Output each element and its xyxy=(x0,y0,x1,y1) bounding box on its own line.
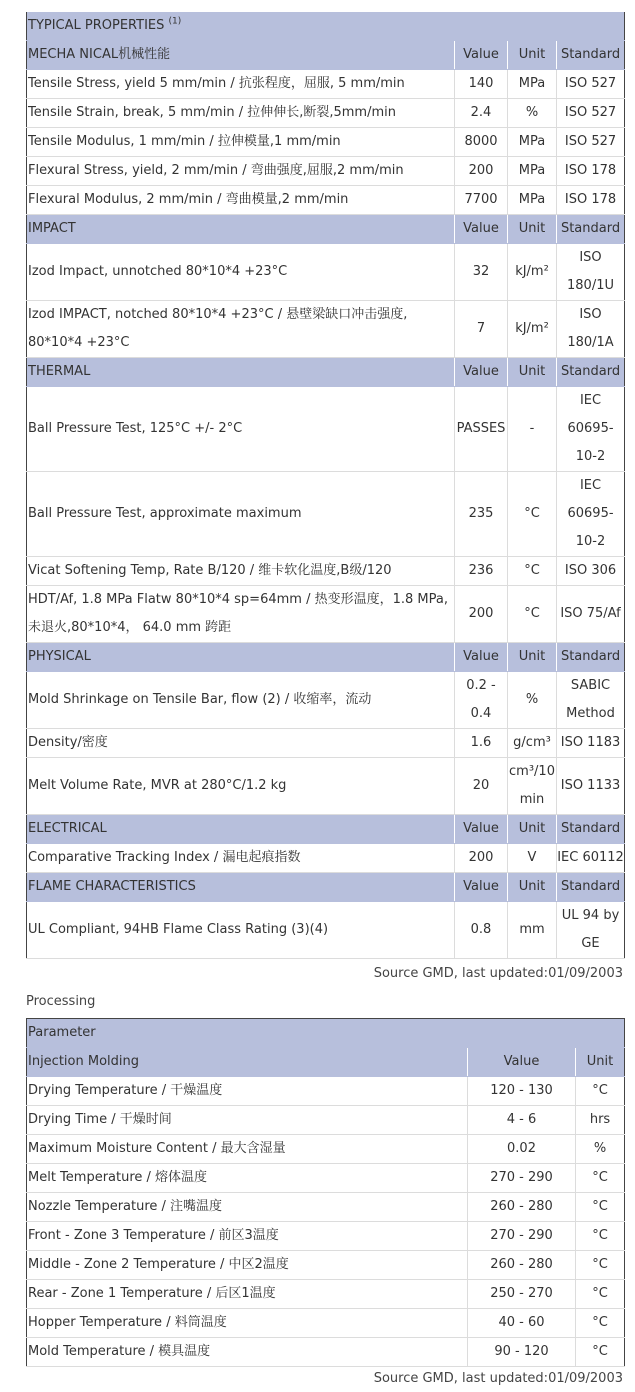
value-header: Value xyxy=(455,815,508,844)
property-row xyxy=(27,672,625,729)
parameter-value: 250 - 270 xyxy=(468,1280,576,1309)
property-row xyxy=(27,244,625,301)
processing-row xyxy=(27,1309,625,1338)
standard-header: Standard xyxy=(557,41,625,70)
property-unit: cm³/10 min xyxy=(508,758,557,815)
parameter-name: Melt Temperature / 熔体温度 xyxy=(27,1164,468,1193)
property-standard: ISO 180/1U xyxy=(557,244,625,301)
section-header-row xyxy=(27,41,625,70)
parameter-name: Middle - Zone 2 Temperature / 中区2温度 xyxy=(27,1251,468,1280)
section-header-row xyxy=(27,215,625,244)
injection-molding-header: Injection Molding xyxy=(27,1048,468,1077)
unit-header: Unit xyxy=(508,815,557,844)
processing-table xyxy=(26,1018,625,1367)
processing-label: Processing xyxy=(26,994,96,1009)
section-name: MECHA NICAL机械性能 xyxy=(27,41,455,70)
unit-header: Unit xyxy=(508,215,557,244)
property-value: 20 xyxy=(455,758,508,815)
value-header: Value xyxy=(455,41,508,70)
property-value: 7 xyxy=(455,301,508,358)
property-unit: °C xyxy=(508,586,557,643)
section-header-row xyxy=(27,815,625,844)
property-name: Mold Shrinkage on Tensile Bar, flow (2) / 收缩率，流动 xyxy=(27,672,455,729)
processing-row xyxy=(27,1193,625,1222)
property-unit: °C xyxy=(508,472,557,557)
unit-header: Unit xyxy=(508,41,557,70)
parameter-unit: °C xyxy=(576,1077,625,1106)
parameter-unit: °C xyxy=(576,1164,625,1193)
section-name: ELECTRICAL xyxy=(27,815,455,844)
property-value: 0.8 xyxy=(455,902,508,959)
property-name: Ball Pressure Test, approximate maximum xyxy=(27,472,455,557)
parameter-unit: °C xyxy=(576,1251,625,1280)
property-value: 235 xyxy=(455,472,508,557)
property-unit: MPa xyxy=(508,186,557,215)
parameter-value: 90 - 120 xyxy=(468,1338,576,1367)
unit-header: Unit xyxy=(508,358,557,387)
typical-properties-title: TYPICAL PROPERTIES $^{(1)}$ xyxy=(27,12,625,41)
property-unit: kJ/m² xyxy=(508,301,557,358)
parameter-name: Mold Temperature / 模具温度 xyxy=(27,1338,468,1367)
property-row xyxy=(27,729,625,758)
property-value: 200 xyxy=(455,586,508,643)
property-standard: ISO 527 xyxy=(557,70,625,99)
property-row xyxy=(27,902,625,959)
property-row xyxy=(27,472,625,557)
parameter-value: 260 - 280 xyxy=(468,1193,576,1222)
parameter-name: Drying Temperature / 干燥温度 xyxy=(27,1077,468,1106)
section-header-row xyxy=(27,358,625,387)
parameter-name: Front - Zone 3 Temperature / 前区3温度 xyxy=(27,1222,468,1251)
property-name: Comparative Tracking Index / 漏电起痕指数 xyxy=(27,844,455,873)
property-row xyxy=(27,387,625,472)
standard-header: Standard xyxy=(557,873,625,902)
unit-header: Unit xyxy=(576,1048,625,1077)
parameter-unit: hrs xyxy=(576,1106,625,1135)
property-name: Density/密度 xyxy=(27,729,455,758)
parameter-value: 120 - 130 xyxy=(468,1077,576,1106)
property-name: HDT/Af, 1.8 MPa Flatw 80*10*4 sp=64mm / 热变形温度，1.8 MPa, 未退火,80*10*4， 64.0 mm 跨距 xyxy=(27,586,455,643)
parameter-unit: °C xyxy=(576,1309,625,1338)
standard-header: Standard xyxy=(557,643,625,672)
processing-row xyxy=(27,1280,625,1309)
unit-header: Unit xyxy=(508,873,557,902)
parameter-name: Hopper Temperature / 料筒温度 xyxy=(27,1309,468,1338)
property-row xyxy=(27,844,625,873)
property-unit: °C xyxy=(508,557,557,586)
property-standard: ISO 1183 xyxy=(557,729,625,758)
property-row xyxy=(27,758,625,815)
property-unit: MPa xyxy=(508,157,557,186)
property-standard: IEC 60695-10-2 xyxy=(557,472,625,557)
processing-row xyxy=(27,1164,625,1193)
property-name: Tensile Stress, yield 5 mm/min / 抗张程度，屈服, 5 mm/min xyxy=(27,70,455,99)
property-standard: ISO 75/Af xyxy=(557,586,625,643)
property-name: Ball Pressure Test, 125°C +/- 2°C xyxy=(27,387,455,472)
standard-header: Standard xyxy=(557,215,625,244)
property-value: 200 xyxy=(455,844,508,873)
parameter-name: Maximum Moisture Content / 最大含湿量 xyxy=(27,1135,468,1164)
parameter-unit: °C xyxy=(576,1222,625,1251)
property-name: Vicat Softening Temp, Rate B/120 / 维卡软化温度,B级/120 xyxy=(27,557,455,586)
value-header: Value xyxy=(455,873,508,902)
section-name: FLAME CHARACTERISTICS xyxy=(27,873,455,902)
processing-row xyxy=(27,1338,625,1367)
parameter-value: 270 - 290 xyxy=(468,1222,576,1251)
property-value: 8000 xyxy=(455,128,508,157)
property-unit: mm xyxy=(508,902,557,959)
property-standard: ISO 527 xyxy=(557,128,625,157)
property-name: UL Compliant, 94HB Flame Class Rating (3)(4) xyxy=(27,902,455,959)
parameter-name: Drying Time / 干燥时间 xyxy=(27,1106,468,1135)
property-value: 7700 xyxy=(455,186,508,215)
property-standard: ISO 527 xyxy=(557,99,625,128)
property-standard: IEC 60695-10-2 xyxy=(557,387,625,472)
property-unit: MPa xyxy=(508,128,557,157)
property-unit: g/cm³ xyxy=(508,729,557,758)
property-value: 140 xyxy=(455,70,508,99)
parameter-unit: °C xyxy=(576,1338,625,1367)
property-standard: ISO 306 xyxy=(557,557,625,586)
property-value: 0.2 - 0.4 xyxy=(455,672,508,729)
parameter-unit: % xyxy=(576,1135,625,1164)
property-standard: SABIC Method xyxy=(557,672,625,729)
parameter-value: 260 - 280 xyxy=(468,1251,576,1280)
standard-header: Standard xyxy=(557,815,625,844)
property-row xyxy=(27,186,625,215)
section-header-row xyxy=(27,643,625,672)
value-header: Value xyxy=(455,358,508,387)
property-name: Flexural Modulus, 2 mm/min / 弯曲模量,2 mm/min xyxy=(27,186,455,215)
property-standard: ISO 1133 xyxy=(557,758,625,815)
value-header: Value xyxy=(468,1048,576,1077)
processing-row xyxy=(27,1106,625,1135)
unit-header: Unit xyxy=(508,643,557,672)
parameter-value: 270 - 290 xyxy=(468,1164,576,1193)
property-name: Izod Impact, unnotched 80*10*4 +23°C xyxy=(27,244,455,301)
property-unit: % xyxy=(508,672,557,729)
property-standard: ISO 178 xyxy=(557,157,625,186)
parameter-name: Nozzle Temperature / 注嘴温度 xyxy=(27,1193,468,1222)
property-row xyxy=(27,99,625,128)
property-standard: IEC 60112 xyxy=(557,844,625,873)
value-header: Value xyxy=(455,215,508,244)
section-name: THERMAL xyxy=(27,358,455,387)
footnote-marker: (1) xyxy=(168,16,182,27)
property-name: Izod IMPACT, notched 80*10*4 +23°C / 悬壁梁缺口冲击强度, 80*10*4 +23°C xyxy=(27,301,455,358)
property-value: 200 xyxy=(455,157,508,186)
processing-source-note: Source GMD, last updated:01/09/2003 xyxy=(373,1371,623,1386)
property-value: 236 xyxy=(455,557,508,586)
property-value: PASSES xyxy=(455,387,508,472)
property-name: Flexural Stress, yield, 2 mm/min / 弯曲强度,屈服,2 mm/min xyxy=(27,157,455,186)
processing-row xyxy=(27,1077,625,1106)
processing-row xyxy=(27,1135,625,1164)
property-row xyxy=(27,70,625,99)
typical-properties-table xyxy=(26,12,625,959)
property-value: 2.4 xyxy=(455,99,508,128)
processing-row xyxy=(27,1222,625,1251)
property-value: 1.6 xyxy=(455,729,508,758)
property-row xyxy=(27,557,625,586)
parameter-unit: °C xyxy=(576,1193,625,1222)
parameter-value: 0.02 xyxy=(468,1135,576,1164)
property-standard: ISO 178 xyxy=(557,186,625,215)
property-name: Tensile Modulus, 1 mm/min / 拉伸模量,1 mm/min xyxy=(27,128,455,157)
property-standard: UL 94 by GE xyxy=(557,902,625,959)
section-header-row xyxy=(27,873,625,902)
property-row xyxy=(27,586,625,643)
parameter-unit: °C xyxy=(576,1280,625,1309)
standard-header: Standard xyxy=(557,358,625,387)
property-row xyxy=(27,301,625,358)
property-value: 32 xyxy=(455,244,508,301)
property-unit: - xyxy=(508,387,557,472)
parameter-value: 4 - 6 xyxy=(468,1106,576,1135)
section-name: PHYSICAL xyxy=(27,643,455,672)
property-name: Melt Volume Rate, MVR at 280°C/1.2 kg xyxy=(27,758,455,815)
parameter-value: 40 - 60 xyxy=(468,1309,576,1338)
processing-row xyxy=(27,1251,625,1280)
property-unit: V xyxy=(508,844,557,873)
property-unit: % xyxy=(508,99,557,128)
property-standard: ISO 180/1A xyxy=(557,301,625,358)
property-row xyxy=(27,128,625,157)
property-name: Tensile Strain, break, 5 mm/min / 拉伸伸长,断裂,5mm/min xyxy=(27,99,455,128)
parameter-name: Rear - Zone 1 Temperature / 后区1温度 xyxy=(27,1280,468,1309)
value-header: Value xyxy=(455,643,508,672)
parameter-header: Parameter xyxy=(27,1019,625,1048)
section-name: IMPACT xyxy=(27,215,455,244)
property-unit: MPa xyxy=(508,70,557,99)
property-unit: kJ/m² xyxy=(508,244,557,301)
property-row xyxy=(27,157,625,186)
properties-source-note: Source GMD, last updated:01/09/2003 xyxy=(373,966,623,981)
